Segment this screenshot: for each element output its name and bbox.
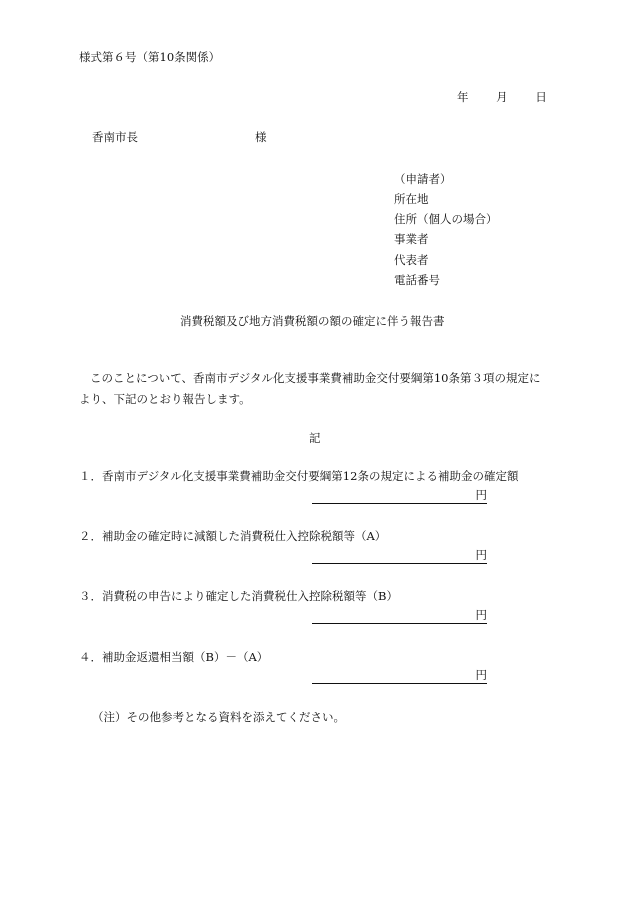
item-4-amount-line (312, 670, 487, 684)
ki-heading: 記 (309, 431, 321, 445)
form-number: 様式第６号（第10条関係） (79, 50, 221, 64)
addressee-honorific: 様 (255, 130, 267, 144)
date-day-label: 日 (535, 90, 547, 104)
note: （注）その他参考となる資料を添えてください。 (92, 710, 345, 724)
item-3-title: ３．消費税の申告により確定した消費税仕入控除税額等（B） (79, 589, 398, 603)
applicant-field-representative: 代表者 (394, 253, 429, 267)
item-1-yen: 円 (475, 488, 487, 502)
item-2-amount-line (312, 550, 487, 564)
applicant-field-address: 住所（個人の場合） (394, 212, 498, 226)
date-year-label: 年 (457, 90, 469, 104)
item-4-yen: 円 (475, 668, 487, 682)
body-line-2: より、下記のとおり報告します。 (79, 392, 251, 406)
date-line (457, 92, 547, 104)
item-2-title: ２．補助金の確定時に減額した消費税仕入控除税額等（A） (79, 529, 387, 543)
applicant-field-location: 所在地 (394, 192, 429, 206)
item-4-title: ４．補助金返還相当額（B）－（A） (79, 650, 269, 664)
applicant-field-business: 事業者 (394, 232, 429, 246)
item-1-amount-line (312, 490, 487, 504)
document-title: 消費税額及び地方消費税額の額の確定に伴う報告書 (180, 314, 445, 328)
item-2-yen: 円 (475, 548, 487, 562)
addressee-name: 香南市長 (92, 130, 138, 144)
applicant-label: （申請者） (394, 172, 452, 186)
body-line-1: このことについて、香南市デジタル化支援事業費補助金交付要綱第10条第３項の規定に (90, 371, 541, 385)
item-1-title: １．香南市デジタル化支援事業費補助金交付要綱第12条の規定による補助金の確定額 (79, 469, 519, 483)
item-3-amount-line (312, 610, 487, 624)
applicant-field-phone: 電話番号 (394, 273, 440, 287)
date-month-label: 月 (496, 90, 508, 104)
item-3-yen: 円 (475, 608, 487, 622)
